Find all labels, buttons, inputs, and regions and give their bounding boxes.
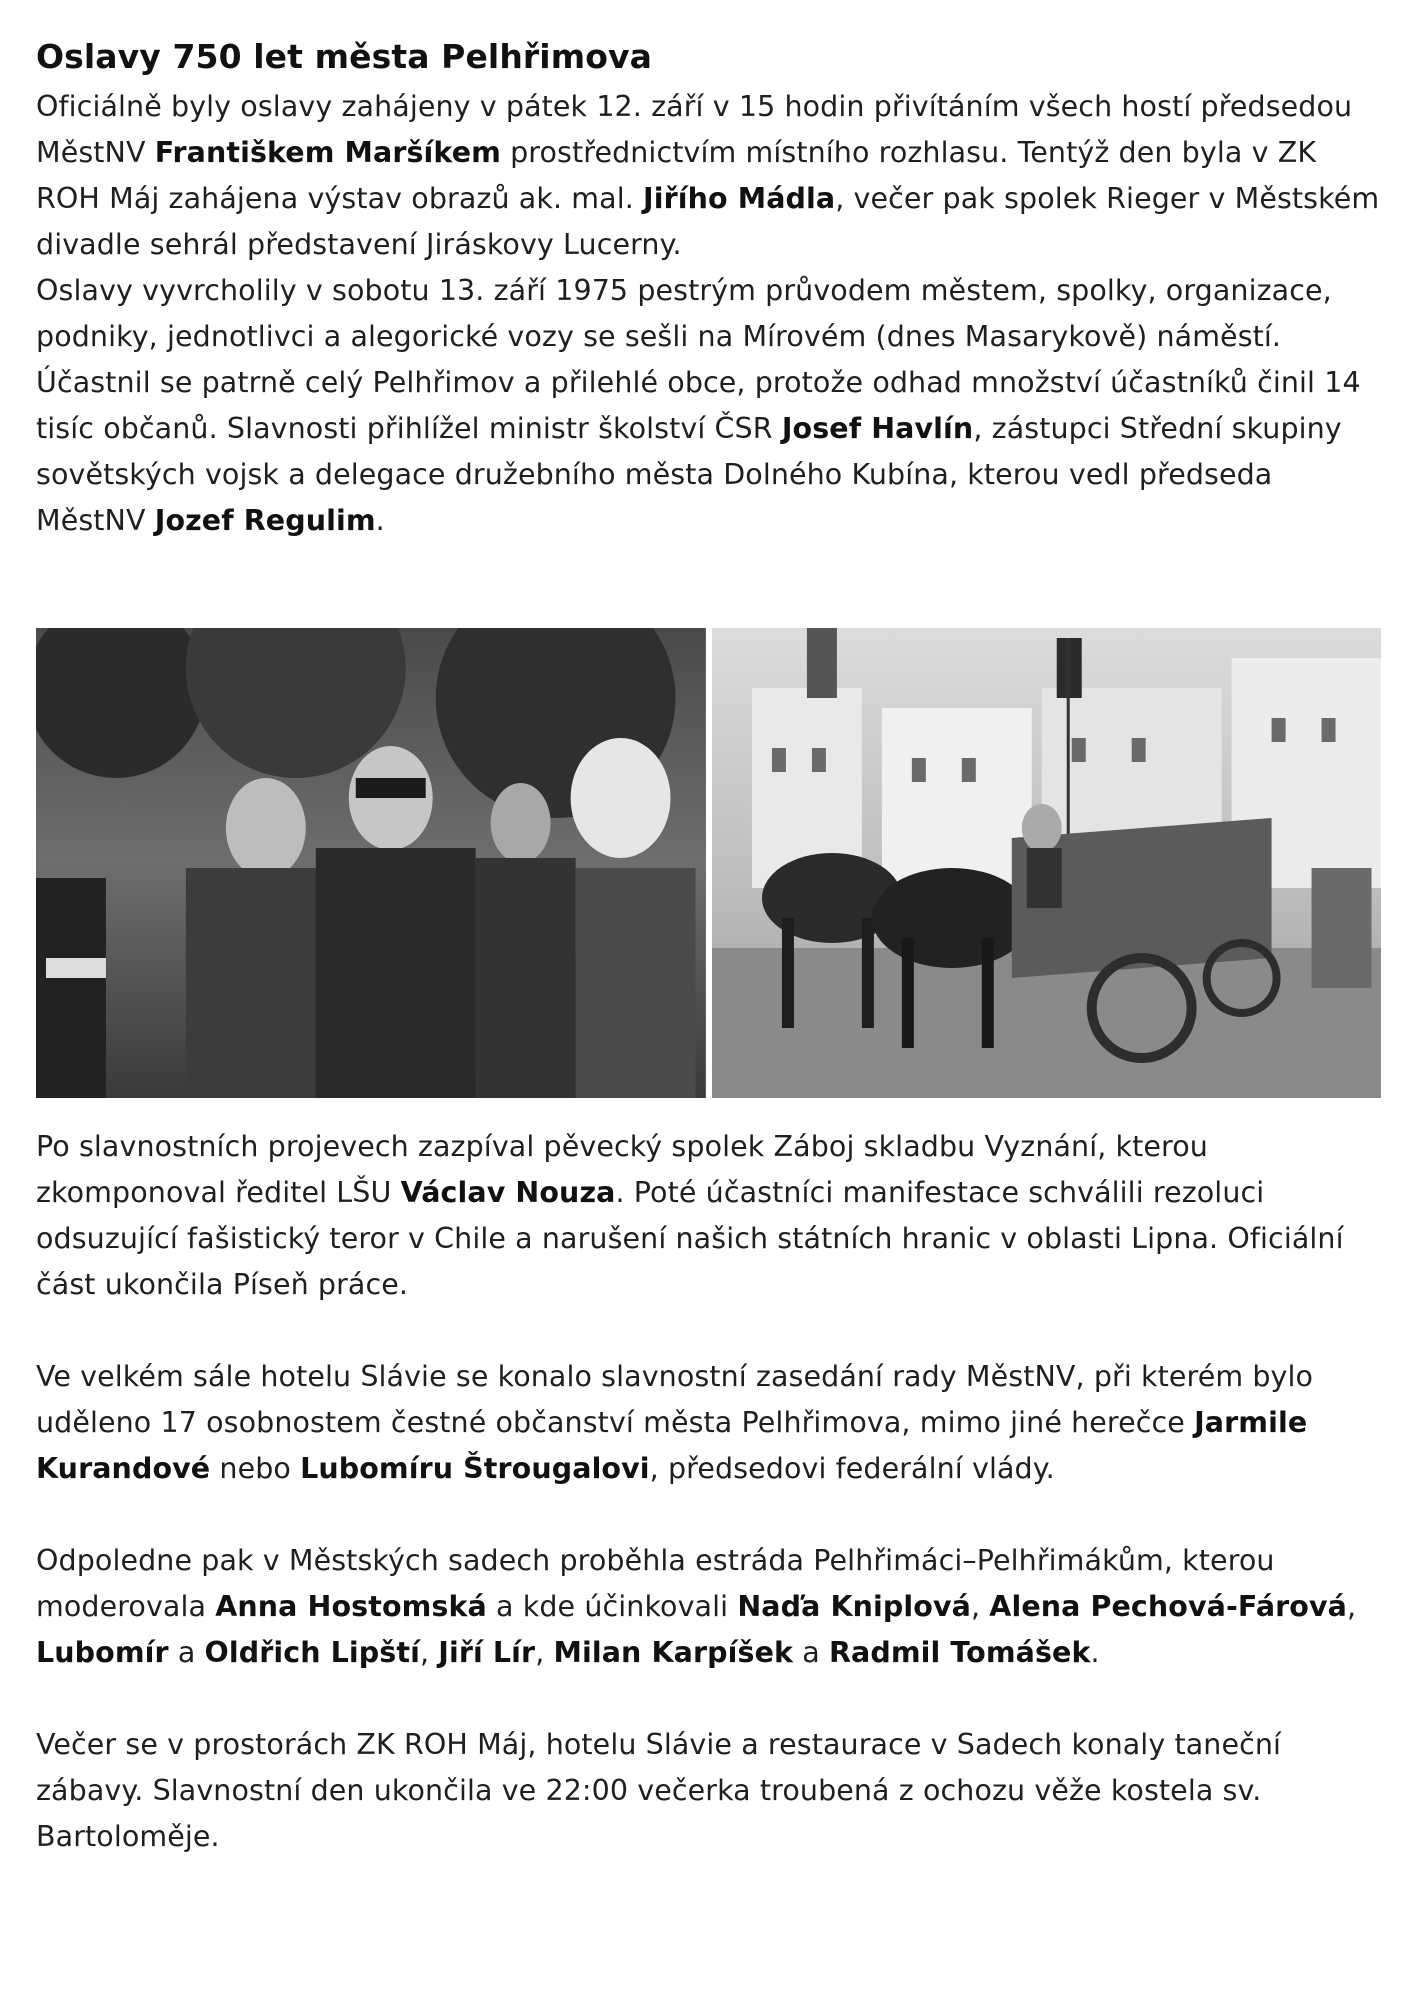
text-run: prostřednictvím místního rozhlasu. Tentýž den byla v ZK ROH Máj zahájena výstav obrazů ak. mal. — [36, 136, 1317, 215]
article-continued — [36, 1124, 1386, 1860]
person-name: Alena Pechová-Fárová — [989, 1590, 1347, 1623]
text-run: . — [375, 504, 385, 537]
paragraph-5 — [36, 1538, 1386, 1676]
text-run: a kde účinkovali — [486, 1590, 738, 1623]
text-run: nebo — [210, 1452, 301, 1485]
text-run: Po slavnostních projevech zazpíval pěvecký spolek Záboj skladbu Vyznání, kterou zkomponoval ředitel LŠU — [36, 1130, 1208, 1209]
person-name: Lubomíru Štrougalovi — [300, 1452, 650, 1485]
text-run: Večer se v prostorách ZK ROH Máj, hotelu Slávie a restaurace v Sadech konaly taneční zábavy. Slavnostní den ukončila ve 22:00 večerka troubená z ochozu věže kostela sv. Bartoloměje. — [36, 1728, 1282, 1853]
photo-horse-wagon-icon — [712, 628, 1382, 1098]
text-run: a — [168, 1636, 205, 1669]
text-run: , předsedovi federální vlády. — [649, 1452, 1055, 1485]
paragraph-gap — [36, 1676, 1386, 1722]
photo-officials — [36, 628, 706, 1098]
text-run: , — [535, 1636, 554, 1669]
person-name: Milan Karpíšek — [553, 1636, 794, 1669]
page-title: Oslavy 750 let města Pelhřimova — [36, 37, 652, 76]
paragraph-1 — [36, 84, 1386, 268]
text-run: , zástupci Střední skupiny sovětských vojsk a delegace družebního města Dolného Kubína, kterou vedl předseda MěstNV — [36, 412, 1342, 537]
person-name: Jiřího Mádla — [643, 182, 836, 215]
person-name: Lubomír — [36, 1636, 169, 1669]
text-run: Ve velkém sále hotelu Slávie se konalo slavnostní zasedání rady MěstNV, při kterém bylo uděleno 17 osobnostem čestné občanství města Pelhřimova, mimo jiné herečce — [36, 1360, 1314, 1439]
paragraph-2 — [36, 268, 1386, 544]
person-name: Jozef Regulim — [154, 504, 376, 537]
text-run: Oficiálně byly oslavy zahájeny v pátek 12. září v 15 hodin přivítáním všech hostí předsedou MěstNV — [36, 90, 1353, 169]
text-run: , — [970, 1590, 990, 1623]
photo-horse-wagon — [712, 628, 1382, 1098]
person-name: Václav Nouza — [400, 1176, 616, 1209]
photo-row — [36, 628, 1381, 1098]
article — [36, 30, 1386, 544]
person-name: Radmil Tomášek — [828, 1636, 1091, 1669]
text-run: , — [419, 1636, 439, 1669]
person-name: Josef Havlín — [781, 412, 974, 445]
person-name: Naďa Kniplová — [737, 1590, 971, 1623]
text-run: Odpoledne pak v Městských sadech proběhla estráda Pelhřimáci–Pelhřimákům, kterou moderovala — [36, 1544, 1275, 1623]
paragraph-6 — [36, 1722, 1386, 1860]
paragraph-gap — [36, 1492, 1386, 1538]
text-run: Oslavy vyvrcholily v sobotu 13. září 1975 pestrým průvodem městem, spolky, organizace, podniky, jednotlivci a alegorické vozy se sešli na Mírovém (dnes Masarykově) náměstí. Účastnil se patrně celý Pelhřimov a přilehlé obce, protože odhad množství účastníků činil 14 tisíc občanů. Slavnosti přihlížel ministr školství ČSR — [36, 274, 1361, 445]
text-run: . Poté účastníci manifestace schválili rezoluci odsuzující fašistický teror v Chile a narušení našich státních hranic v oblasti Lipna. Oficiální část ukončila Píseň práce. — [36, 1176, 1344, 1301]
text-run: , večer pak spolek Rieger v Městském divadle sehrál představení Jiráskovy Lucerny. — [36, 182, 1380, 261]
text-run: a — [793, 1636, 829, 1669]
paragraph-4 — [36, 1354, 1386, 1492]
person-name: Františkem Maršíkem — [154, 136, 501, 169]
paragraph-3 — [36, 1124, 1386, 1308]
paragraph-gap — [36, 1308, 1386, 1354]
person-name: Jarmile Kurandové — [36, 1406, 1308, 1485]
text-run: . — [1090, 1636, 1100, 1669]
person-name: Jiří Lír — [438, 1636, 536, 1669]
person-name: Oldřich Lipští — [204, 1636, 420, 1669]
photo-officials-icon — [36, 628, 706, 1098]
text-run: , — [1347, 1590, 1357, 1623]
person-name: Anna Hostomská — [215, 1590, 487, 1623]
